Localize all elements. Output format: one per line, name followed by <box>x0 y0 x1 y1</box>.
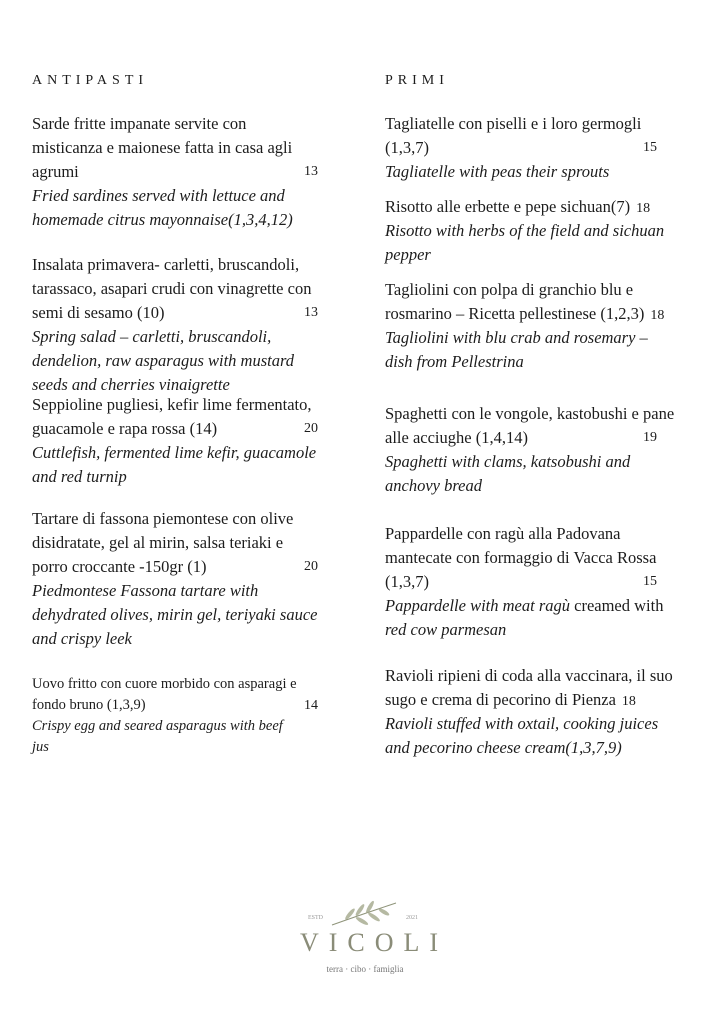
section-title-primi: PRIMI <box>385 73 449 88</box>
dish-translation-line <box>385 712 715 736</box>
dish-name-text: tarassaco, asapari crudi con vinagrette con <box>32 279 312 298</box>
logo-year: 2021 <box>406 915 418 921</box>
price: 14 <box>304 698 318 713</box>
dish-name-text: Tartare di fassona piemontese con olive <box>32 509 294 528</box>
dish-name-line <box>385 402 715 426</box>
dish-name-line <box>385 546 715 570</box>
dish-name-line <box>385 302 715 326</box>
dish-name-text: agrumi <box>32 162 79 181</box>
dish-name-text: sugo e crema di pecorino di Pienza <box>385 690 616 709</box>
dish-name-line <box>32 393 362 417</box>
dish-name-line <box>32 253 362 277</box>
price: 18 <box>650 308 665 323</box>
dish-translation-text: Ravioli stuffed with oxtail, cooking juices <box>385 714 659 733</box>
dish-translation-text: seeds and cherries vinaigrette <box>32 375 230 394</box>
price: 20 <box>304 559 318 574</box>
dish-translation-line <box>32 184 362 208</box>
dish-translation-text: Piedmontese Fassona tartare with <box>32 581 259 600</box>
price: 19 <box>643 430 657 445</box>
dish-translation-line <box>32 349 362 373</box>
dish-translation-text: Crispy egg and seared asparagus with beef <box>32 718 283 734</box>
dish-name-line <box>32 674 362 695</box>
dish-translation-tail: creamed with <box>570 596 664 615</box>
dish-translation-text: Pappardelle with meat ragù <box>385 596 570 615</box>
dish-translation-text: red cow parmesan <box>385 620 507 639</box>
dish-name-text: disidratate, gel al mirin, salsa teriaki e <box>32 533 284 552</box>
dish-name-line <box>32 301 362 325</box>
dish-translation-line <box>385 350 715 374</box>
dish-name-line <box>385 426 715 450</box>
dish-name-text: rosmarino – Ricetta pellestinese (1,2,3) <box>385 304 645 323</box>
dish-translation-line <box>32 737 362 758</box>
dish-translation-line <box>32 579 362 603</box>
dish-name-line <box>32 695 362 716</box>
price: 15 <box>643 140 657 155</box>
dish-translation-line <box>32 465 362 489</box>
dish-name-text: Pappardelle con ragù alla Padovana <box>385 524 621 543</box>
dish-name-line <box>385 522 715 546</box>
dish-translation-text: and red turnip <box>32 467 127 486</box>
dish-name-text: alle acciughe (1,4,14) <box>385 428 528 447</box>
dish-name-text: (1,3,7) <box>385 572 429 591</box>
price: 15 <box>643 574 657 589</box>
dish-name-text: Uovo fritto con cuore morbido con asparagi e <box>32 676 297 692</box>
dish-name-text: Ravioli ripieni di coda alla vaccinara, il suo <box>385 666 673 685</box>
dish-translation-text: jus <box>32 739 49 755</box>
price: 20 <box>304 421 318 436</box>
dish-name-line <box>32 531 362 555</box>
dish-translation-text: Tagliolini with blu crab and rosemary – <box>385 328 648 347</box>
price: 13 <box>304 164 318 179</box>
dish-name-line <box>32 112 362 136</box>
dish-translation-text: and crispy leek <box>32 629 132 648</box>
menu-item <box>32 674 362 758</box>
dish-name-line <box>32 417 362 441</box>
dish-translation-line <box>32 208 362 232</box>
dish-name-text: porro croccante -150gr (1) <box>32 557 207 576</box>
dish-translation-text: Fried sardines served with lettuce and <box>32 186 285 205</box>
dish-name-text: misticanza e maionese fatta in casa agli <box>32 138 293 157</box>
olive-branch-icon <box>330 897 400 929</box>
menu-item <box>32 393 362 489</box>
dish-translation-line <box>32 603 362 627</box>
dish-translation-text: pepper <box>385 245 431 264</box>
dish-translation-text: dehydrated olives, mirin gel, teriyaki sauce <box>32 605 318 624</box>
menu-item <box>385 522 715 642</box>
menu-item <box>32 507 362 651</box>
dish-name-text: Tagliolini con polpa di granchio blu e <box>385 280 634 299</box>
dish-name-text: Seppioline pugliesi, kefir lime fermentato, <box>32 395 312 414</box>
menu-item <box>385 112 715 184</box>
dish-translation-line <box>385 736 715 760</box>
menu-item <box>385 195 715 267</box>
dish-translation-text: dish from Pellestrina <box>385 352 524 371</box>
dish-translation-line <box>385 160 715 184</box>
price: 13 <box>304 305 318 320</box>
dish-name-text: mantecate con formaggio di Vacca Rossa <box>385 548 657 567</box>
menu-item <box>385 278 715 374</box>
menu-item <box>32 253 362 397</box>
dish-name-line <box>385 112 715 136</box>
dish-translation-line <box>32 627 362 651</box>
dish-name-line <box>385 136 715 160</box>
dish-name-text: semi di sesamo (10) <box>32 303 165 322</box>
price: 18 <box>621 694 636 709</box>
dish-translation-text: Spaghetti with clams, katsobushi and <box>385 452 631 471</box>
dish-translation-text: Risotto with herbs of the field and sichuan <box>385 221 665 240</box>
dish-translation-line <box>385 474 715 498</box>
dish-name-text: Tagliatelle con piselli e i loro germogli <box>385 114 642 133</box>
logo-name: VICOLI <box>300 928 449 957</box>
dish-name-text: guacamole e rapa rossa (14) <box>32 419 218 438</box>
dish-name-line <box>385 570 715 594</box>
dish-name-line <box>385 688 715 712</box>
dish-name-line <box>32 136 362 160</box>
dish-name-text: Insalata primavera- carletti, bruscandoli, <box>32 255 300 274</box>
dish-name-text: Risotto alle erbette e pepe sichuan(7) <box>385 197 631 216</box>
dish-translation-line <box>385 450 715 474</box>
dish-translation-text: Tagliatelle with peas their sprouts <box>385 162 610 181</box>
menu-item <box>32 112 362 232</box>
dish-translation-text: homemade citrus mayonnaise(1,3,4,12) <box>32 210 293 229</box>
dish-translation-line <box>385 243 715 267</box>
dish-translation-line <box>32 325 362 349</box>
section-title-antipasti: ANTIPASTI <box>32 73 149 88</box>
menu-item <box>385 664 715 760</box>
dish-name-line <box>32 277 362 301</box>
dish-translation-line <box>385 219 715 243</box>
dish-translation-text: anchovy bread <box>385 476 482 495</box>
dish-translation-text: dendelion, raw asparagus with mustard <box>32 351 295 370</box>
menu-item <box>385 402 715 498</box>
dish-name-line <box>32 507 362 531</box>
dish-translation-line <box>385 326 715 350</box>
dish-translation-text: and pecorino cheese cream(1,3,7,9) <box>385 738 622 757</box>
dish-translation-line <box>32 441 362 465</box>
dish-translation-text: Cuttlefish, fermented lime kefir, guacamole <box>32 443 317 462</box>
dish-translation-line <box>385 594 715 618</box>
dish-translation-line <box>32 716 362 737</box>
vicoli-logo <box>290 895 449 980</box>
dish-translation-line <box>385 618 715 642</box>
dish-name-line <box>385 195 715 219</box>
dish-name-text: Sarde fritte impanate servite con <box>32 114 247 133</box>
dish-name-text: Spaghetti con le vongole, kastobushi e pane <box>385 404 675 423</box>
dish-name-text: fondo bruno (1,3,9) <box>32 697 146 713</box>
dish-name-line <box>385 664 715 688</box>
dish-name-line <box>32 555 362 579</box>
dish-name-text: (1,3,7) <box>385 138 429 157</box>
price: 18 <box>636 201 651 216</box>
dish-translation-text: Spring salad – carletti, bruscandoli, <box>32 327 272 346</box>
dish-name-line <box>32 160 362 184</box>
dish-name-line <box>385 278 715 302</box>
logo-tagline: terra · cibo · famiglia <box>326 964 404 974</box>
logo-estd: ESTD <box>308 915 323 921</box>
